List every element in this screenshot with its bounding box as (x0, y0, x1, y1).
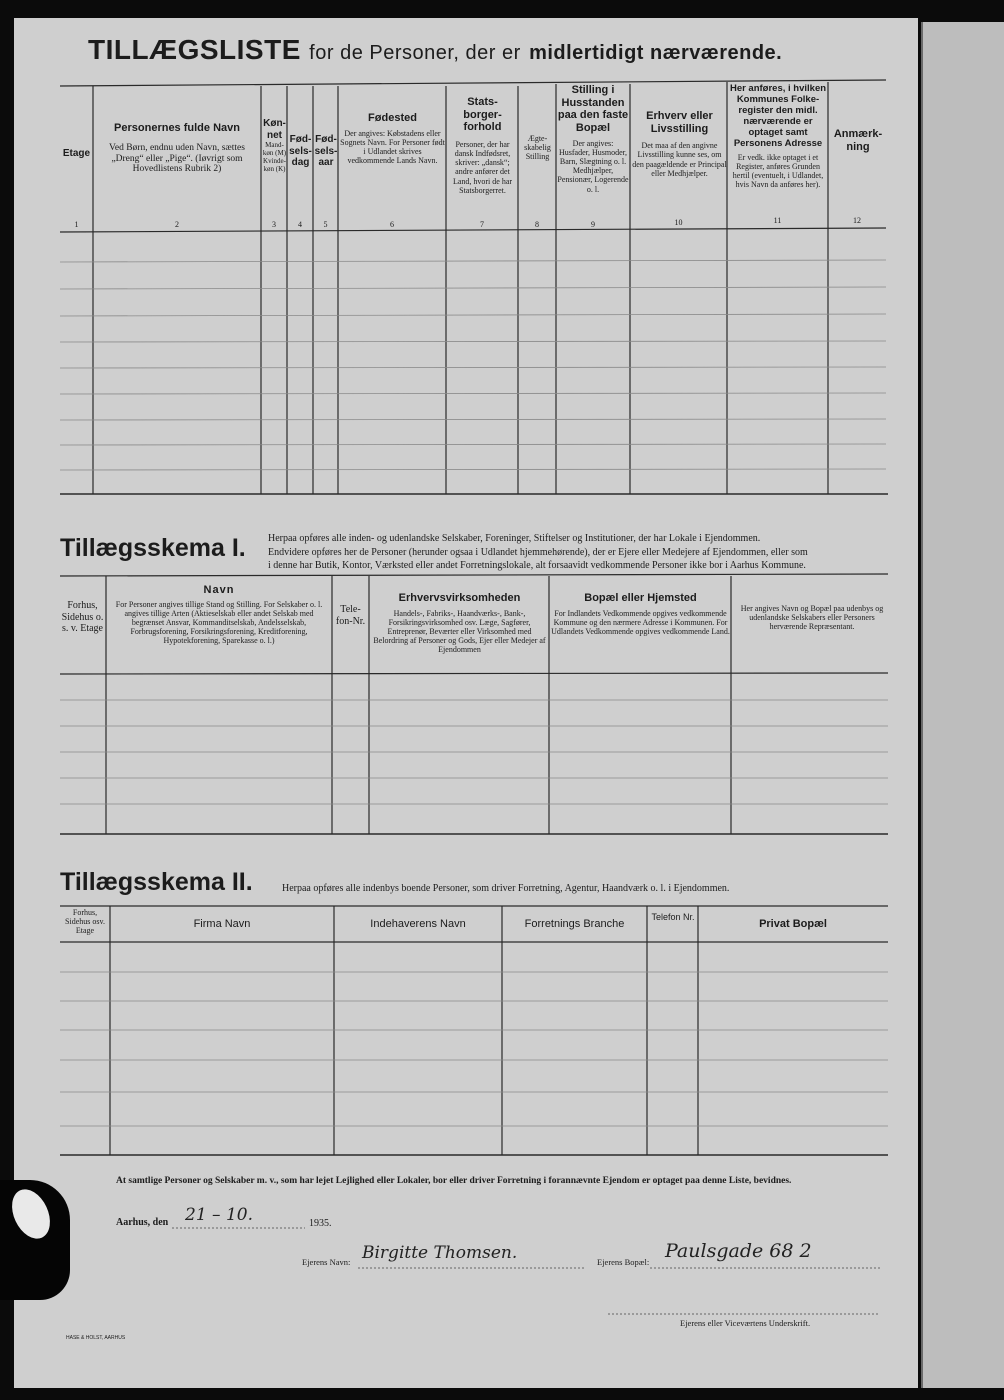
col-num-6: 6 (390, 220, 394, 229)
col-num-8: 8 (535, 220, 539, 229)
col-birthplace-header: Fødested Der angives: Købstadens eller Sognets Navn. For Personer født i Udlandet skrives vedkommende Lands Navn. (340, 112, 445, 166)
printer-mark: HASE & HOLST, AARHUS (66, 1335, 126, 1341)
title-rest: for de Personer, der er (309, 42, 521, 64)
list-title (88, 34, 782, 66)
col-num-3: 3 (272, 220, 276, 229)
owner-address-handwritten: Paulsgade 68 2 (665, 1240, 812, 1262)
date-line: Aarhus, den (116, 1217, 169, 1228)
skema2-col-etage: Forhus, Sidehus osv. Etage (65, 908, 105, 936)
skema1-col-residence: Bopæl eller Hjemsted For Indlandets Vedkommende opgives vedkommende Kommune og den nærmere Adresse i Kommunen. For Udlandets Vedkommende opgives vedkommende Land. (551, 592, 730, 637)
col-num-5: 5 (323, 220, 328, 229)
skema1-description: Herpaa opføres alle inden- og udenlandske Selskaber, Foreninger, Stiftelser og Institutioner, der har Lokale i Ejendommen. Endvidere opføres her de Personer (herunder ogsaa i Udlandet hjemmehørende), der er Ejere eller Medejere af Ejendommen, eller som i denne har Butik, Kontor, Værksted eller andet Forretningslokale, alt forsaavidt vedkommende Personer ikke bor i Aarhus Kommune. (268, 533, 808, 571)
col-birthyear-header: Fød-sels-aar (314, 134, 338, 168)
skema2-title: Tillægsskema II. (60, 868, 253, 896)
skema2-col-phone: Telefon Nr. (651, 912, 695, 922)
col-num-1: 1 (74, 220, 79, 229)
col-household-header: Stilling i Husstanden paa den faste Bopæl Der angives: Husfader, Husmoder, Barn, Slægtning o. l. Medhjælper, Pensionær, Logerende o. l. (557, 84, 629, 194)
col-num-9: 9 (591, 220, 595, 229)
skema2-col-owner: Indehaverens Navn (370, 918, 466, 930)
owner-name-signature: Birgitte Thomsen. (362, 1243, 518, 1263)
owner-name-label: Ejerens Navn: (302, 1257, 351, 1267)
year-printed: 1935. (309, 1218, 332, 1229)
skema2-col-branch: Forretnings Branche (524, 918, 625, 930)
col-marital-header: Ægte-skabelig Stilling (524, 134, 551, 162)
col-num-4: 4 (298, 220, 302, 229)
col-register-header: Her anføres, i hvilken Kommunes Folke-register den midl. nærværende er optaget samt Personens Adresse Er vedk. ikke optaget i et Register, anføres Grunden hertil (eventuelt, i Udlandet, hvis Navn da anføres her). (729, 84, 827, 190)
col-occupation-header: Erhverv eller Livsstilling Det maa af den angivne Livsstilling kunne ses, om den paagældende er Principal eller Medhjælper. (632, 110, 727, 178)
skema2-col-firm: Firma Navn (193, 918, 251, 930)
skema2-col-private-address: Privat Bopæl (759, 918, 827, 930)
col-name-header: Personernes fulde Navn Ved Børn, endnu uden Navn, sættes „Dreng“ eller „Pige“. (Iøvrigt som Hovedlistens Rubrik 2) (109, 122, 245, 175)
skema1-col-business: Erhvervsvirksomheden Handels-, Fabriks-, Haandværks-, Bank-, Forsikringsvirksomhed osv. Læge, Sagfører, Entreprenør, Beværter eller Virksomhed med Belordring af Personer og Gods, Ejer eller Medejer af Ejendommen (373, 592, 546, 655)
col-sex-header: Køn-net Mand-køn (M) Kvinde-køn (K) (262, 118, 287, 174)
owner-address-label: Ejerens Bopæl: (597, 1257, 650, 1267)
col-birthday-header: Fød-sels-dag (289, 134, 312, 168)
skema2-description: Herpaa opføres alle indenbys boende Personer, som driver Forretning, Agentur, Haandværk o. l. i Ejendommen. (282, 883, 730, 894)
attestation-statement: At samtlige Personer og Selskaber m. v., som har lejet Lejlighed eller Lokaler, bor eller driver Forretning i forannævnte Ejendom er optaget paa denne Liste, bevidnes. (116, 1176, 792, 1186)
col-remarks-header: Anmærk-ning (833, 128, 883, 153)
col-num-10: 10 (674, 218, 683, 227)
skema1-col-name: Navn For Personer angives tillige Stand og Stilling. For Selskaber o. l. angives tillige Arten (Aktieselskab eller andet Selskab med begrænset Ansvar, Kommanditselskab, Andelsselskab, Forbrugsforening, Forsikringsforening, Kreditforening, Hypotekforening, Sparekasse o. l.) (115, 584, 323, 646)
title-main: TILLÆGSLISTE (88, 34, 301, 65)
skema1-col-phone: Tele-fon-Nr. (335, 604, 366, 627)
col-num-7: 7 (480, 220, 484, 229)
col-num-2: 2 (175, 220, 179, 229)
col-num-11: 11 (773, 216, 782, 225)
signature-label: Ejerens eller Viceværtens Underskrift. (680, 1318, 811, 1328)
skema1-col-representative: Her angives Navn og Bopæl paa udenbys og udenlandske Selskabers eller Personers herværende Repræsentant. (740, 604, 884, 632)
handwritten-date: 21 – 10. (185, 1205, 253, 1225)
col-etage-header: Etage (62, 148, 91, 159)
col-citizenship-header: Stats-borger-forhold Personer, der har dansk Indfødsret, skriver: „dansk“; andre anfører det Land, hvori de har Statsborgerret. (452, 96, 513, 195)
skema1-col-etage: Forhus, Sidehus o. s. v. Etage (61, 600, 104, 634)
title-bold: midlertidigt nærværende. (529, 42, 783, 64)
skema1-title: Tillægsskema I. (60, 534, 246, 562)
col-num-12: 12 (853, 216, 861, 225)
